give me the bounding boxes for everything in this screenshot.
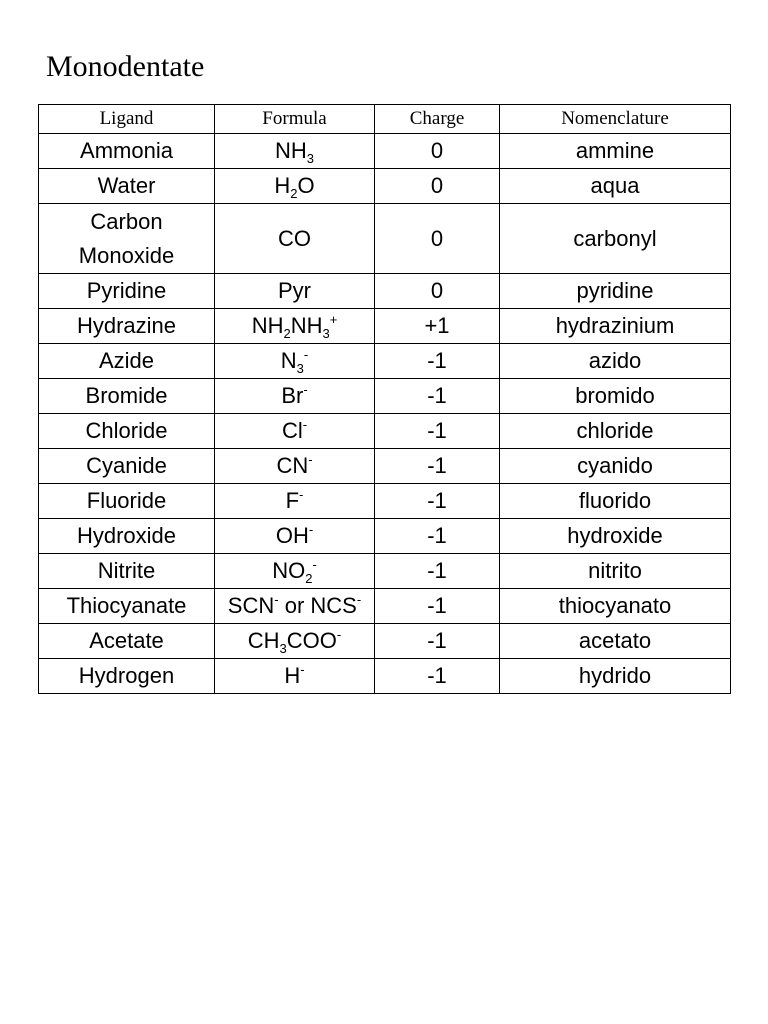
table-row	[39, 344, 731, 379]
formula-superscript: -	[303, 382, 308, 397]
formula-text: COO	[286, 628, 337, 653]
nomenclature-cell: hydrazinium	[500, 309, 731, 344]
page-title: Monodentate	[46, 50, 205, 83]
formula-subscript: 3	[296, 361, 304, 376]
formula-cell	[215, 309, 375, 344]
table-row	[39, 589, 731, 624]
ligand-cell: Hydrazine	[39, 309, 215, 344]
formula-cell	[215, 554, 375, 589]
formula-superscript: -	[299, 487, 304, 502]
formula-text: OH	[275, 523, 309, 548]
formula-text: Cl	[281, 418, 303, 443]
formula-subscript: 3	[322, 326, 330, 341]
nomenclature-cell: hydroxide	[500, 519, 731, 554]
ligand-cell: Hydroxide	[39, 519, 215, 554]
formula-superscript: -	[303, 347, 309, 362]
charge-cell: 0	[375, 274, 500, 309]
formula-text: Pyr	[278, 278, 311, 303]
formula-superscript: -	[274, 592, 279, 607]
formula-text: H	[284, 663, 301, 688]
formula-cell	[215, 519, 375, 554]
ligand-cell: Nitrite	[39, 554, 215, 589]
formula-text: F	[285, 488, 300, 513]
formula-superscript: -	[302, 417, 308, 432]
formula-cell	[215, 204, 375, 274]
formula-text: O	[297, 173, 315, 198]
formula-subscript: 3	[279, 641, 287, 656]
ligand-cell: Cyanide	[39, 449, 215, 484]
formula-cell	[215, 134, 375, 169]
charge-cell: -1	[375, 379, 500, 414]
nomenclature-cell: aqua	[500, 169, 731, 204]
table-row	[39, 169, 731, 204]
header-formula: Formula	[215, 105, 375, 134]
table-row	[39, 379, 731, 414]
formula-superscript: -	[336, 627, 342, 642]
charge-cell: -1	[375, 344, 500, 379]
formula-text: NO	[272, 558, 306, 583]
formula-cell	[215, 379, 375, 414]
ligand-cell: Bromide	[39, 379, 215, 414]
table-row	[39, 519, 731, 554]
header-charge: Charge	[375, 105, 500, 134]
table-row	[39, 274, 731, 309]
charge-cell: 0	[375, 134, 500, 169]
formula-text: NH	[251, 313, 284, 338]
charge-cell: -1	[375, 589, 500, 624]
nomenclature-cell: carbonyl	[500, 204, 731, 274]
table-row	[39, 624, 731, 659]
table-row	[39, 659, 731, 694]
nomenclature-cell: hydrido	[500, 659, 731, 694]
formula-cell	[215, 624, 375, 659]
formula-cell	[215, 169, 375, 204]
charge-cell: +1	[375, 309, 500, 344]
formula-cell	[215, 414, 375, 449]
formula-cell	[215, 589, 375, 624]
ligand-cell: Thiocyanate	[39, 589, 215, 624]
charge-cell: -1	[375, 484, 500, 519]
charge-cell: -1	[375, 624, 500, 659]
charge-cell: -1	[375, 659, 500, 694]
formula-cell	[215, 274, 375, 309]
formula-subscript: 3	[306, 151, 314, 166]
charge-cell: -1	[375, 414, 500, 449]
charge-cell: -1	[375, 449, 500, 484]
header-nomenclature: Nomenclature	[500, 105, 731, 134]
formula-text: Br	[281, 383, 304, 408]
table-row	[39, 484, 731, 519]
table-row	[39, 204, 731, 274]
table-row	[39, 449, 731, 484]
nomenclature-cell: nitrito	[500, 554, 731, 589]
nomenclature-cell: fluorido	[500, 484, 731, 519]
table-row	[39, 554, 731, 589]
ligand-cell: Hydrogen	[39, 659, 215, 694]
formula-text: NH	[290, 313, 323, 338]
formula-superscript: -	[300, 662, 305, 677]
formula-superscript: -	[308, 522, 314, 537]
ligand-cell: Chloride	[39, 414, 215, 449]
formula-text: NH	[274, 138, 307, 163]
formula-text: N	[280, 348, 297, 373]
ligand-table	[38, 104, 731, 694]
table-header-row	[39, 105, 731, 134]
formula-cell	[215, 344, 375, 379]
formula-cell	[215, 484, 375, 519]
table-row	[39, 309, 731, 344]
ligand-cell: Azide	[39, 344, 215, 379]
table-body	[39, 134, 731, 694]
formula-superscript: +	[329, 312, 338, 327]
formula-cell	[215, 449, 375, 484]
formula-text: CH	[247, 628, 280, 653]
nomenclature-cell: ammine	[500, 134, 731, 169]
nomenclature-cell: thiocyanato	[500, 589, 731, 624]
formula-text: H	[274, 173, 291, 198]
nomenclature-cell: azido	[500, 344, 731, 379]
charge-cell: -1	[375, 554, 500, 589]
ligand-cell: Fluoride	[39, 484, 215, 519]
formula-superscript: -	[312, 557, 317, 572]
formula-subscript: 2	[283, 326, 291, 341]
formula-superscript: -	[356, 592, 362, 607]
formula-cell	[215, 659, 375, 694]
ligand-cell: Acetate	[39, 624, 215, 659]
nomenclature-cell: acetato	[500, 624, 731, 659]
formula-subscript: 2	[305, 571, 313, 586]
ligand-cell: Water	[39, 169, 215, 204]
charge-cell: 0	[375, 169, 500, 204]
ligand-cell: Ammonia	[39, 134, 215, 169]
formula-superscript: -	[308, 452, 313, 467]
nomenclature-cell: bromido	[500, 379, 731, 414]
nomenclature-cell: chloride	[500, 414, 731, 449]
formula-text: CN	[276, 453, 309, 478]
ligand-line: Carbon	[90, 208, 163, 234]
header-ligand: Ligand	[39, 105, 215, 134]
charge-cell: 0	[375, 204, 500, 274]
charge-cell: -1	[375, 519, 500, 554]
ligand-cell: Pyridine	[39, 274, 215, 309]
nomenclature-cell: cyanido	[500, 449, 731, 484]
nomenclature-cell: pyridine	[500, 274, 731, 309]
formula-text: CO	[278, 225, 311, 251]
table-row	[39, 134, 731, 169]
formula-subscript: 2	[290, 186, 298, 201]
formula-text: SCN	[227, 593, 275, 618]
formula-text: or NCS	[278, 593, 357, 618]
ligand-line: Monoxide	[78, 242, 175, 268]
table-row	[39, 414, 731, 449]
ligand-cell	[39, 204, 215, 274]
